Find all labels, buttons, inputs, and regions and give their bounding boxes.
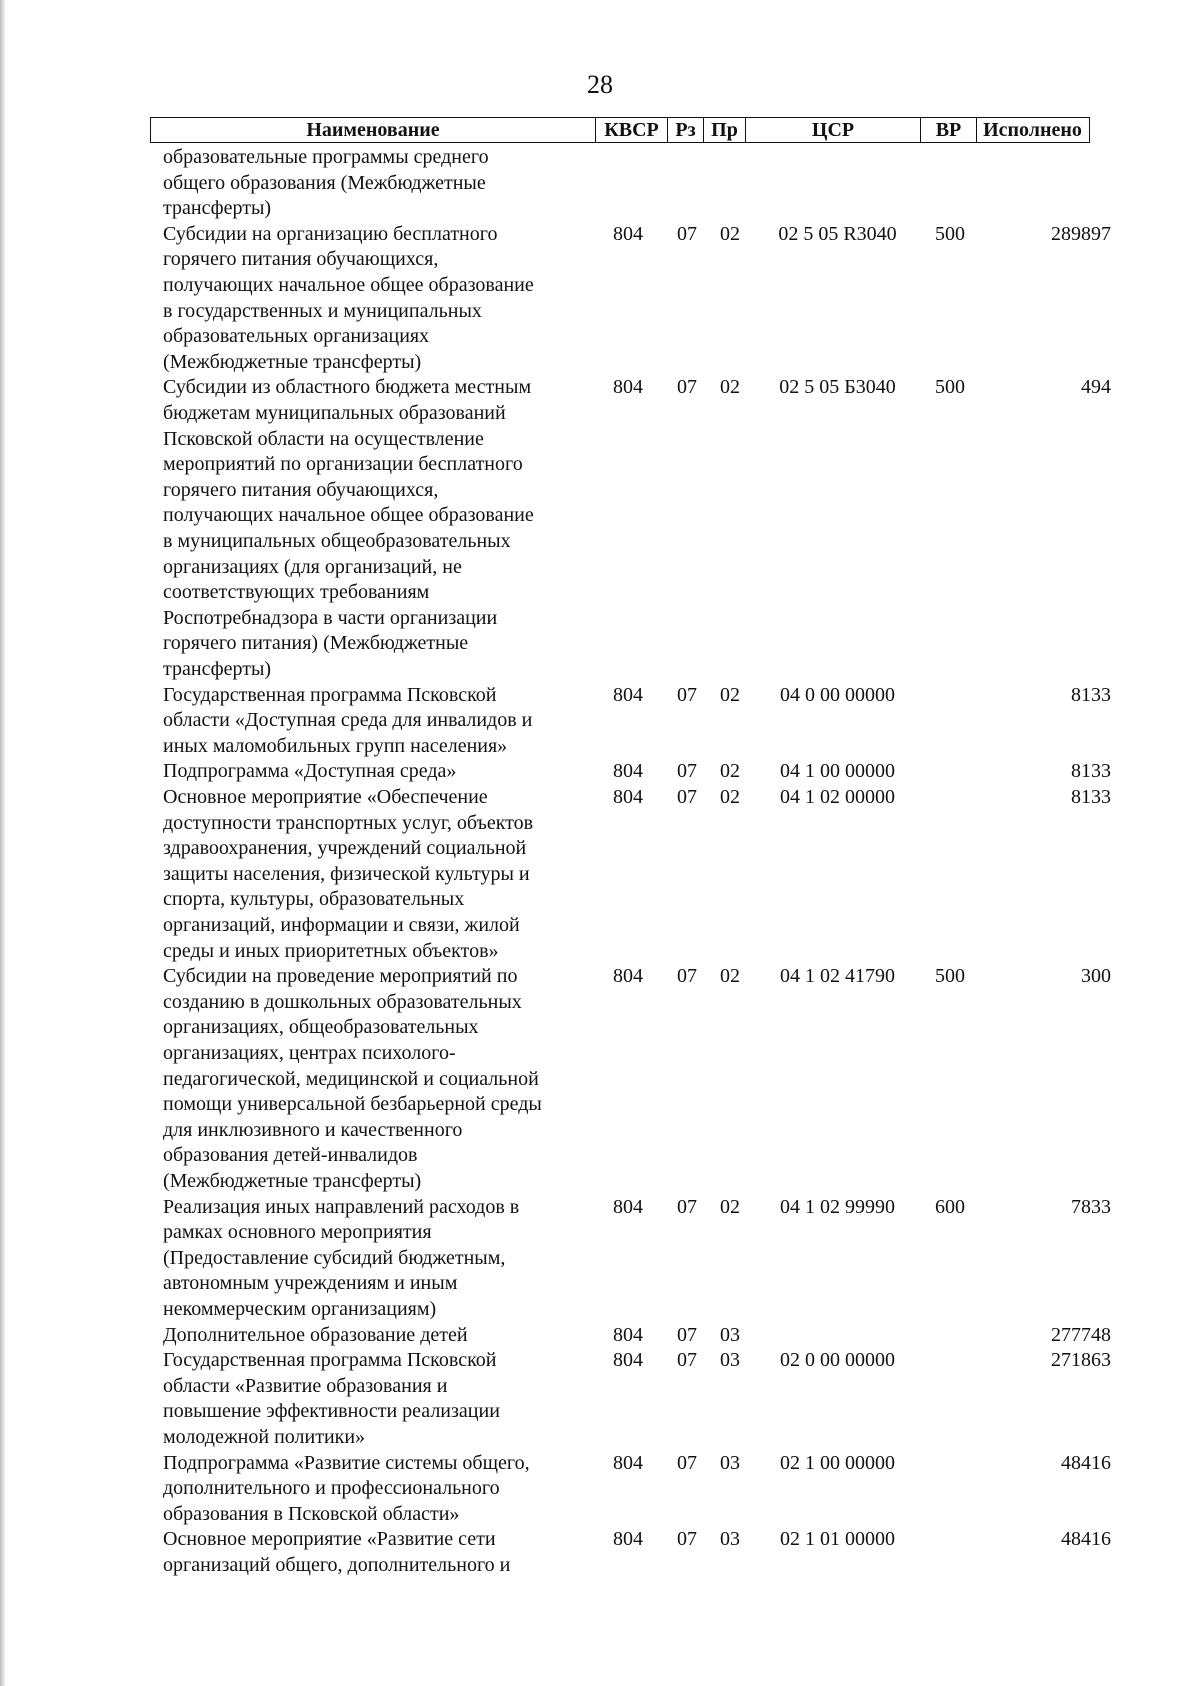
page-number: 28: [587, 70, 613, 99]
row-name-line: горячего питания обучающихся,: [163, 478, 439, 501]
row-name-line: организаций общего, дополнительного и: [163, 1554, 511, 1576]
row-rz: 07: [677, 1451, 697, 1474]
row-name-line: организациях, центрах психолого-: [163, 1042, 456, 1064]
table-header: [150, 117, 1090, 143]
row-name-line: соответствующих требованиям: [163, 581, 430, 604]
row-name-line: организациях, общеобразовательных: [163, 1016, 479, 1039]
row-name-line: организаций, информации и связи, жилой: [163, 914, 520, 936]
row-name-line: Государственная программа Псковской: [163, 1349, 497, 1372]
row-rz: 07: [677, 965, 697, 988]
row-name-line: трансферты): [163, 658, 272, 680]
row-name-line: для инклюзивного и качественного: [163, 1118, 463, 1141]
row-executed: 289897: [1051, 222, 1111, 245]
row-name-line: мероприятий по организации бесплатного: [163, 453, 523, 476]
row-name-line: иных маломобильных групп населения»: [163, 734, 508, 757]
row-name-line: помощи универсальной безбарьерной среды: [163, 1093, 542, 1116]
row-rz: 07: [677, 786, 697, 808]
row-name-line: созданию в дошкольных образовательных: [163, 990, 522, 1013]
row-name-line: повышение эффективности реализации: [163, 1400, 500, 1423]
row-kvsr: 804: [613, 965, 643, 988]
row-executed: 271863: [1051, 1349, 1111, 1372]
row-executed: 300: [1081, 965, 1111, 988]
row-executed: 48416: [1061, 1528, 1111, 1551]
row-name-line: (Предоставление субсидий бюджетным,: [163, 1246, 506, 1269]
row-name-line: рамках основного мероприятия: [163, 1221, 432, 1244]
row-csr: 02 5 05 R3040: [778, 222, 897, 245]
row-pr: 03: [720, 1349, 740, 1372]
row-csr: 04 1 00 00000: [780, 760, 895, 783]
row-name-line: образования в Псковской области»: [163, 1502, 460, 1525]
row-csr: 04 1 02 00000: [780, 786, 895, 808]
row-kvsr: 804: [613, 376, 643, 399]
row-pr: 02: [720, 376, 740, 399]
row-csr: 04 1 02 99990: [780, 1195, 895, 1218]
row-pr: 02: [720, 786, 740, 808]
row-rz: 07: [677, 1323, 697, 1346]
row-executed: 8133: [1071, 683, 1111, 706]
row-kvsr: 804: [613, 786, 643, 808]
row-csr: 02 0 00 00000: [780, 1349, 895, 1372]
row-name-line: трансферты): [163, 197, 272, 220]
row-csr: 02 1 00 00000: [780, 1451, 895, 1474]
row-name-line: Роспотребнадзора в части организации: [163, 606, 498, 629]
row-name-line: педагогической, медицинской и социальной: [163, 1067, 539, 1090]
row-rz: 07: [677, 1349, 697, 1372]
row-rz: 07: [677, 1528, 697, 1551]
row-name-line: Субсидии на организацию бесплатного: [163, 222, 498, 245]
row-pr: 02: [720, 1195, 740, 1218]
row-rz: 07: [677, 376, 697, 399]
row-kvsr: 804: [613, 1195, 643, 1218]
row-pr: 02: [720, 222, 740, 245]
row-rz: 07: [677, 1195, 697, 1218]
row-name-line: (Межбюджетные трансферты): [163, 1170, 422, 1192]
row-kvsr: 804: [613, 1528, 643, 1551]
row-name-line: организациях (для организаций, не: [163, 555, 462, 578]
row-name-line: Псковской области на осуществление: [163, 427, 484, 450]
row-vr: 500: [935, 965, 965, 988]
header-name: Наименование: [306, 119, 440, 141]
row-name-line: в государственных и муниципальных: [163, 299, 482, 322]
row-vr: 600: [935, 1195, 965, 1218]
scan-edge: [0, 0, 6, 1686]
row-name-line: области «Доступная среда для инвалидов и: [163, 709, 533, 732]
row-name-line: Дополнительное образование детей: [163, 1323, 468, 1346]
row-kvsr: 804: [613, 222, 643, 245]
row-name-line: молодежной политики»: [163, 1426, 366, 1448]
row-name-line: образования детей-инвалидов: [163, 1144, 418, 1167]
row-pr: 02: [720, 760, 740, 783]
row-pr: 02: [720, 683, 740, 706]
row-rz: 07: [677, 222, 697, 245]
row-name-line: автономным учреждениям и иным: [163, 1272, 458, 1295]
row-name-line: области «Развитие образования и: [163, 1374, 448, 1397]
row-pr: 03: [720, 1323, 740, 1346]
row-executed: 277748: [1051, 1323, 1111, 1346]
row-name-line: получающих начальное общее образование: [163, 504, 534, 527]
row-csr: 04 0 00 00000: [780, 683, 895, 706]
row-name-line: образовательные программы среднего: [163, 146, 489, 168]
row-csr: 02 1 01 00000: [780, 1528, 895, 1551]
header-csr: ЦСР: [745, 118, 920, 142]
row-name-line: горячего питания) (Межбюджетные: [163, 632, 469, 655]
row-name-line: среды и иных приоритетных объектов»: [163, 939, 499, 962]
row-executed: 8133: [1071, 760, 1111, 783]
row-name-line: Субсидии из областного бюджета местным: [163, 376, 532, 399]
row-kvsr: 804: [613, 1451, 643, 1474]
header-vr: ВР: [920, 118, 976, 142]
row-pr: 03: [720, 1451, 740, 1474]
row-name-line: Государственная программа Псковской: [163, 683, 497, 706]
row-executed: 494: [1081, 376, 1111, 399]
row-kvsr: 804: [613, 760, 643, 783]
row-name-line: доступности транспортных услуг, объектов: [163, 811, 534, 834]
row-name-line: (Межбюджетные трансферты): [163, 350, 422, 373]
header-executed: Исполнено: [976, 118, 1088, 142]
row-name-line: горячего питания обучающихся,: [163, 248, 439, 271]
row-rz: 07: [677, 760, 697, 783]
row-vr: 500: [935, 376, 965, 399]
row-name-line: Субсидии на проведение мероприятий по: [163, 965, 518, 988]
row-name-line: Основное мероприятие «Обеспечение: [163, 786, 488, 808]
row-name-line: защиты населения, физической культуры и: [163, 862, 530, 885]
row-name-line: некоммерческим организациям): [163, 1298, 437, 1320]
row-name-line: в муниципальных общеобразовательных: [163, 530, 511, 552]
row-csr: 02 5 05 Б3040: [779, 376, 896, 399]
row-pr: 02: [720, 965, 740, 988]
header-pr: Пр: [703, 118, 745, 142]
row-executed: 7833: [1071, 1195, 1111, 1218]
row-name-line: получающих начальное общее образование: [163, 274, 534, 296]
row-rz: 07: [677, 683, 697, 706]
row-name-line: здравоохранения, учреждений социальной: [163, 837, 527, 860]
row-vr: 500: [935, 222, 965, 245]
row-name-line: образовательных организациях: [163, 325, 430, 348]
row-csr: 04 1 02 41790: [780, 965, 895, 988]
row-name-line: Реализация иных направлений расходов в: [163, 1195, 520, 1218]
row-name-line: дополнительного и профессионального: [163, 1477, 500, 1500]
row-executed: 48416: [1061, 1451, 1111, 1474]
row-kvsr: 804: [613, 683, 643, 706]
header-kvsr: КВСР: [595, 118, 667, 142]
row-pr: 03: [720, 1528, 740, 1551]
header-rz: Рз: [667, 118, 703, 142]
row-kvsr: 804: [613, 1349, 643, 1372]
row-executed: 8133: [1071, 786, 1111, 808]
row-name-line: бюджетам муниципальных образований: [163, 402, 506, 424]
row-name-line: Подпрограмма «Развитие системы общего,: [163, 1451, 530, 1474]
row-name-line: Основное мероприятие «Развитие сети: [163, 1528, 496, 1551]
row-kvsr: 804: [613, 1323, 643, 1346]
row-name-line: спорта, культуры, образовательных: [163, 888, 465, 911]
row-name-line: Подпрограмма «Доступная среда»: [163, 760, 457, 783]
row-name-line: общего образования (Межбюджетные: [163, 171, 486, 194]
